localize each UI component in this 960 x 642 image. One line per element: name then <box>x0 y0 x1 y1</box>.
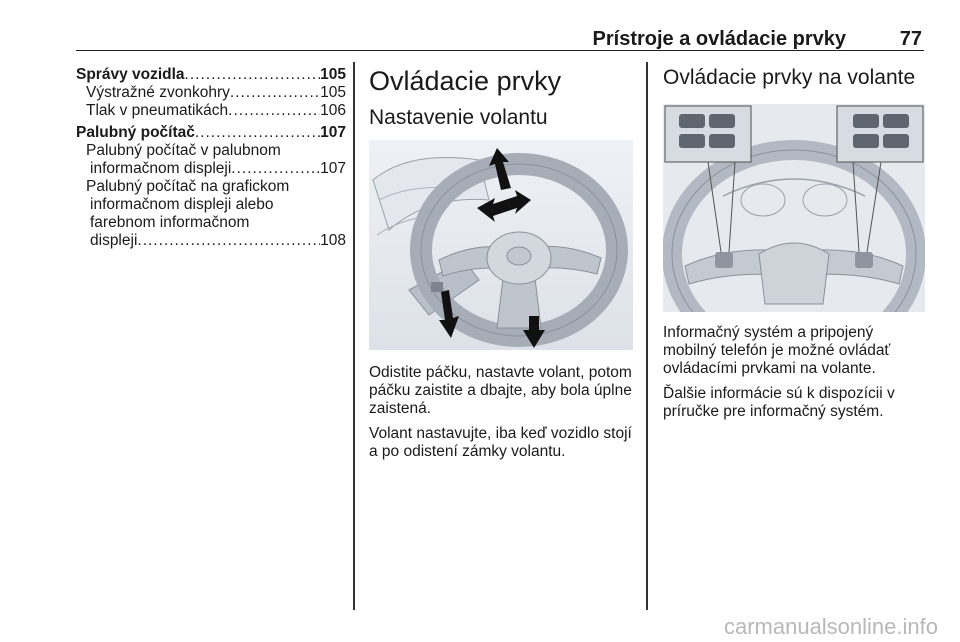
section-title: Ovládacie prvky <box>369 66 562 96</box>
toc-entry-vystrazne-zvonkohry[interactable]: Výstražné zvonkohry ..... 105 <box>76 84 346 102</box>
toc-entry-tlak-v-pneumatikach[interactable]: Tlak v pneumatikách ..... 106 <box>76 102 346 120</box>
steering-wheel-controls-illustration <box>663 104 925 312</box>
controls-title: Ovládacie prvky na volante <box>663 66 916 89</box>
column-divider-2 <box>646 62 648 610</box>
toc-entry-palubny-pocitac-palubny-displej[interactable]: Palubný počítač v palubnom informačnom displeji ..... 107 <box>76 142 346 178</box>
steering-wheel-adjustment-illustration <box>369 140 633 350</box>
page-number: 77 <box>899 28 922 50</box>
paragraph-info-system: Informačný systém a pripojený mobilný telefón je možné ovládať ovládacími prvkami na volante. <box>663 324 891 377</box>
section-column <box>369 66 633 140</box>
toc-entry-palubny-pocitac-graficky-displej[interactable]: Palubný počítač na grafickom informačnom displeji alebo farebnom informačnom displeji ..... 108 <box>76 178 346 250</box>
paragraph-more-info: Ďalšie informácie sú k dispozícii v príručke pre informačný systém. <box>663 385 895 420</box>
column-divider-1 <box>353 62 355 610</box>
toc-entry-palubny-pocitac[interactable]: Palubný počítač ..... 107 <box>76 124 346 142</box>
paragraph-unlock-lever: Odistite páčku, nastavte volant, potom páčku zaistite a dbajte, aby bola úplne zaistená. <box>369 364 632 417</box>
toc-column <box>76 66 346 250</box>
watermark: carmanualsonline.info <box>723 614 938 639</box>
section-text <box>369 364 633 468</box>
paragraph-adjust-warning: Volant nastavujte, iba keď vozidlo stojí a po odistení zámky volantu. <box>369 425 632 460</box>
section-subtitle: Nastavenie volantu <box>369 106 548 129</box>
controls-text <box>663 324 925 428</box>
controls-column <box>663 66 925 100</box>
toc-entry-spravy-vozidla[interactable]: Správy vozidla ..... 105 <box>76 66 346 84</box>
page-header <box>76 26 924 51</box>
header-title: Prístroje a ovládacie prvky <box>592 28 846 50</box>
